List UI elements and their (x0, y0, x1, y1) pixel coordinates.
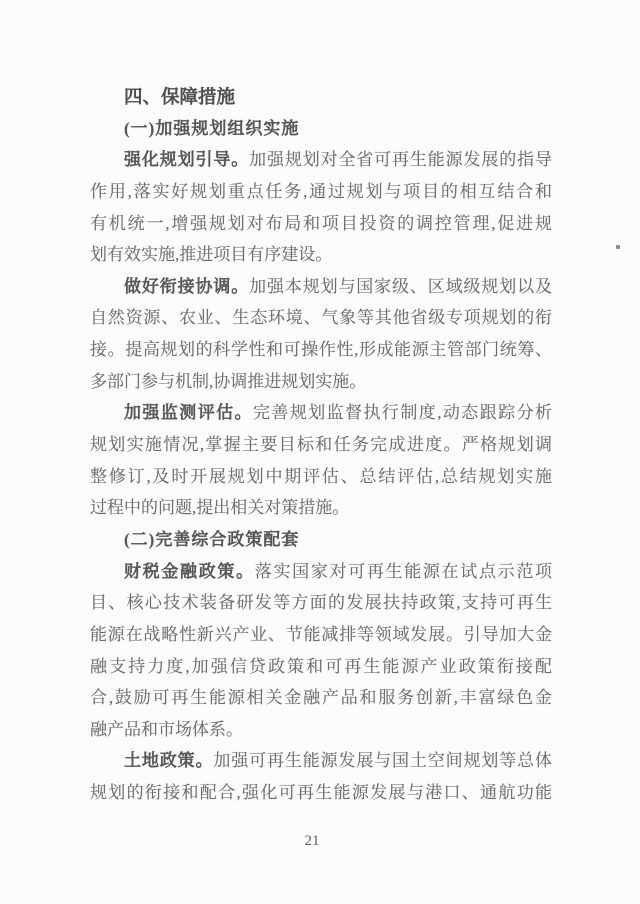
text-run: 整修订,及时开展规划中期评估、总结评估,总结规划实施 (90, 466, 552, 486)
text-run: 加强可再生能源发展与国土空间规划等总体 (213, 751, 553, 771)
text-run: 划有效实施,推进项目有序建设。 (90, 245, 333, 265)
text-line (90, 714, 552, 746)
text-line (90, 745, 552, 777)
page-number: 21 (304, 833, 320, 849)
text-line (90, 429, 552, 461)
scan-artifact-dot (616, 245, 620, 249)
bold-lead-run: 做好衔接协调。 (124, 276, 250, 296)
text-run: 规划的衔接和配合,强化可再生能源发展与港口、通航功能 (90, 783, 552, 803)
text-line (90, 144, 552, 176)
text-run: 能源在战略性新兴产业、节能减排等领域发展。引导加大金 (90, 624, 552, 644)
text-run: 过程中的问题,提出相关对策措施。 (90, 498, 350, 518)
bold-lead-run: 强化规划引导。 (124, 150, 250, 170)
text-run: 融产品和市场体系。 (90, 719, 243, 739)
text-run: 多部门参与机制,协调推进规划实施。 (90, 371, 367, 391)
text-line (90, 461, 552, 493)
document-body (90, 81, 552, 809)
text-line (90, 366, 552, 398)
bold-lead-run: 财税金融政策。 (124, 561, 255, 581)
text-line (90, 176, 552, 208)
text-line (90, 777, 552, 809)
text-line (90, 208, 552, 240)
text-line (90, 651, 552, 683)
text-run: 落实国家对可再生能源在试点示范项 (254, 561, 553, 581)
text-line (90, 397, 552, 429)
subsection-heading: (二)完善综合政策配套 (124, 529, 300, 549)
text-line (90, 492, 552, 524)
text-line (90, 302, 552, 334)
section-heading: 四、保障措施 (124, 86, 236, 107)
text-run: 规划实施情况,掌握主要目标和任务完成进度。严格规划调 (90, 435, 552, 455)
text-run: 自然资源、农业、生态环境、气象等其他省级专项规划的衔 (90, 308, 552, 328)
text-line (90, 556, 552, 588)
text-line (90, 587, 552, 619)
text-line (90, 619, 552, 651)
text-run: 加强规划对全省可再生能源发展的指导 (249, 150, 553, 170)
text-run: 合,鼓励可再生能源相关金融产品和服务创新,丰富绿色金 (90, 688, 552, 708)
text-line (90, 682, 552, 714)
subsection-heading: (一)加强规划组织实施 (124, 118, 300, 138)
bold-lead-run: 土地政策。 (124, 751, 214, 771)
text-run: 接。提高规划的科学性和可操作性,形成能源主管部门统筹、 (90, 340, 552, 360)
text-run: 有机统一,增强规划对布局和项目投资的调控管理,促进规 (90, 213, 552, 233)
text-line (90, 239, 552, 271)
text-run: 完善规划监督执行制度,动态跟踪分析 (252, 403, 553, 423)
bold-lead-run: 加强监测评估。 (124, 403, 253, 423)
text-line (90, 334, 552, 366)
text-run: 目、核心技术装备研发等方面的发展扶持政策,支持可再生 (90, 593, 552, 613)
text-run: 融支持力度,加强信贷政策和可再生能源产业政策衔接配 (90, 656, 552, 676)
text-run: 作用,落实好规划重点任务,通过规划与项目的相互结合和 (90, 181, 552, 201)
text-run: 加强本规划与国家级、区域级规划以及 (249, 276, 553, 296)
text-line (90, 271, 552, 303)
